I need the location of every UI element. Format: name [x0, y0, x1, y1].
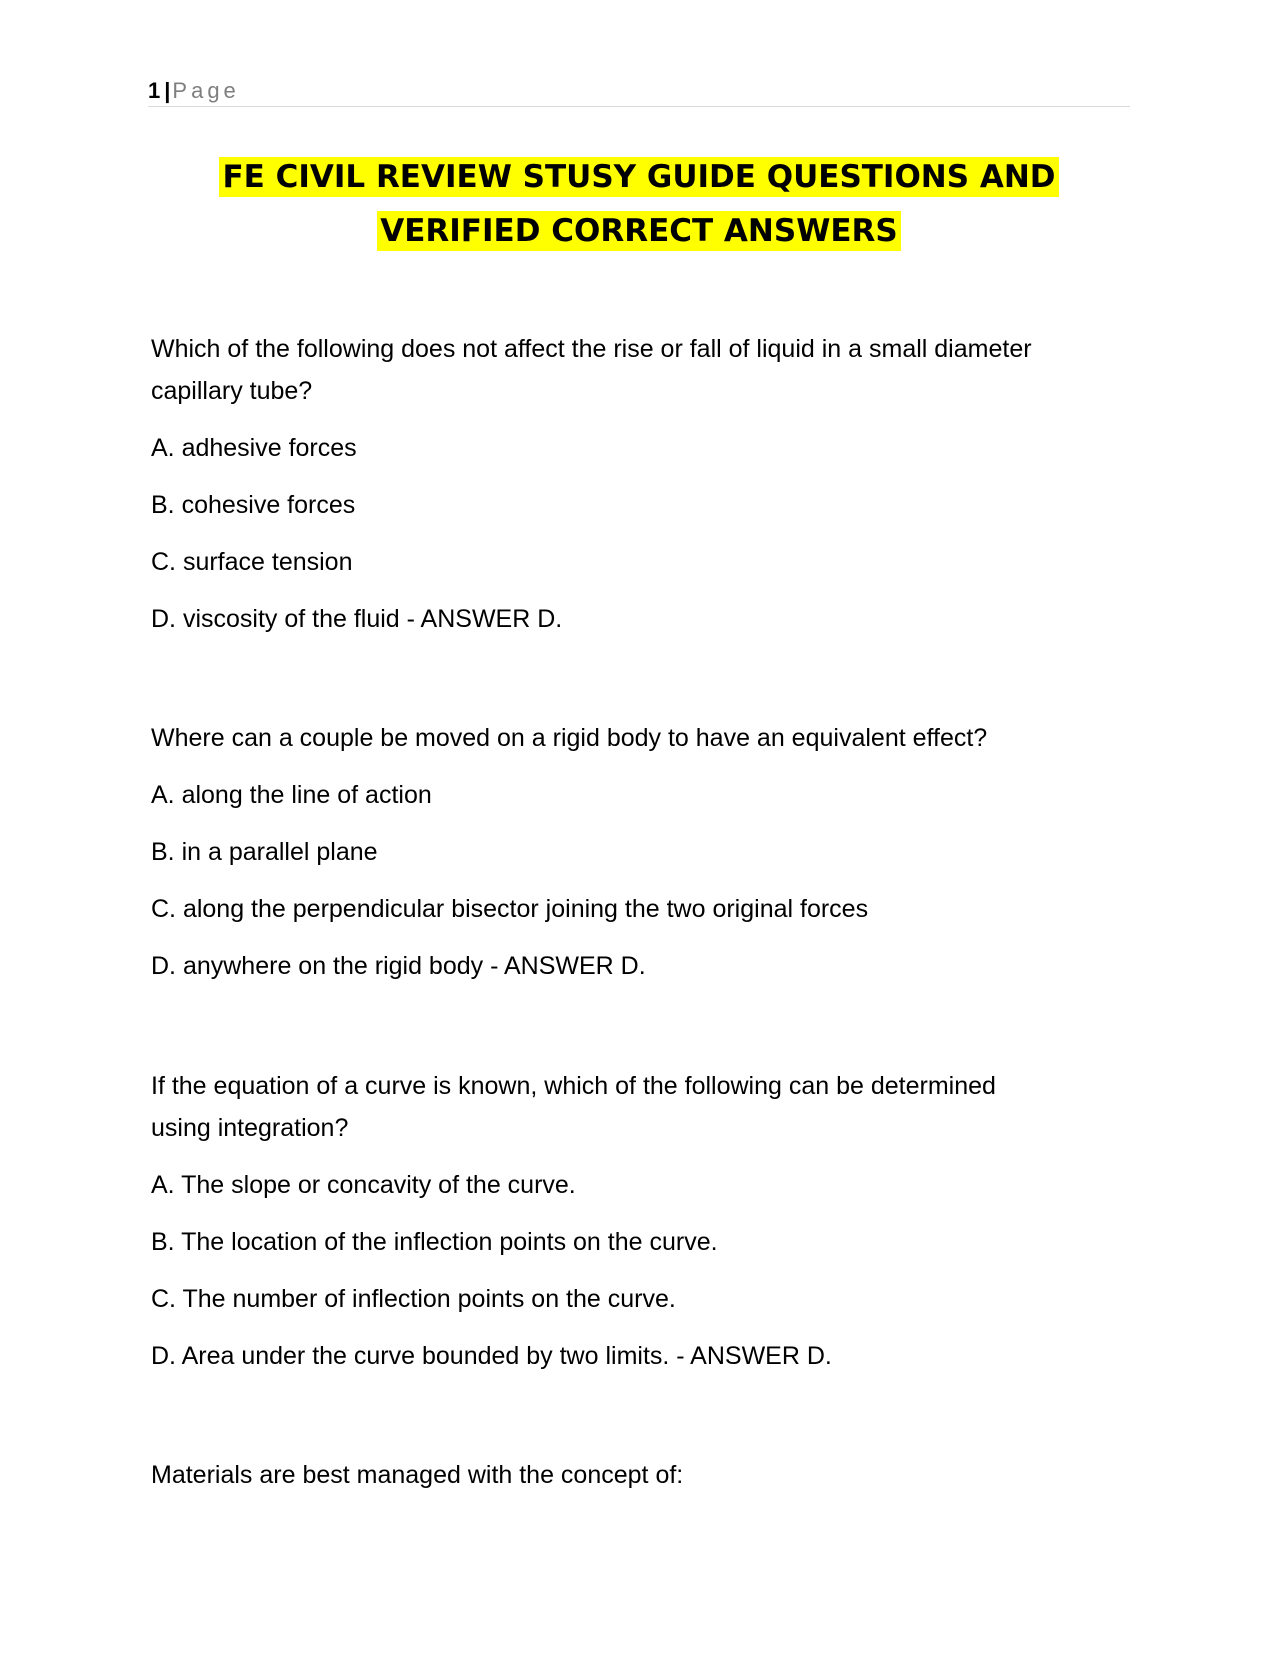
document-title	[148, 150, 1130, 258]
page-label: Page	[172, 78, 240, 103]
question-text: Where can a couple be moved on a rigid body to have an equivalent effect?	[151, 724, 988, 752]
question-3	[151, 1065, 1131, 1377]
title-line-1: FE CIVIL REVIEW STUSY GUIDE QUESTIONS AND	[219, 157, 1058, 197]
option-a: A. The slope or concavity of the curve.	[151, 1171, 576, 1199]
option-c: C. surface tension	[151, 548, 353, 576]
option-d-answer: D. viscosity of the fluid - ANSWER D.	[151, 605, 563, 633]
question-text-continued: using integration?	[151, 1114, 349, 1142]
question-text: Which of the following does not affect the rise or fall of liquid in a small diameter	[151, 335, 1032, 363]
question-4	[151, 1454, 1131, 1496]
option-d-answer: D. anywhere on the rigid body - ANSWER D.	[151, 952, 646, 980]
question-1	[151, 328, 1131, 640]
option-c: C. The number of inflection points on the curve.	[151, 1285, 676, 1313]
question-text: Materials are best managed with the concept of:	[151, 1461, 684, 1489]
question-text-continued: capillary tube?	[151, 377, 313, 405]
option-a: A. along the line of action	[151, 781, 432, 809]
option-b: B. in a parallel plane	[151, 838, 378, 866]
option-c: C. along the perpendicular bisector joining the two original forces	[151, 895, 869, 923]
question-2	[151, 717, 1131, 987]
option-d-answer: D. Area under the curve bounded by two limits. - ANSWER D.	[151, 1342, 832, 1370]
title-line-2: VERIFIED CORRECT ANSWERS	[377, 211, 901, 251]
page-number: 1	[148, 78, 161, 103]
question-text: If the equation of a curve is known, which of the following can be determined	[151, 1072, 996, 1100]
header-separator: |	[164, 78, 171, 103]
page-header	[148, 76, 1130, 107]
option-b: B. cohesive forces	[151, 491, 356, 519]
option-a: A. adhesive forces	[151, 434, 357, 462]
option-b: B. The location of the inflection points on the curve.	[151, 1228, 718, 1256]
